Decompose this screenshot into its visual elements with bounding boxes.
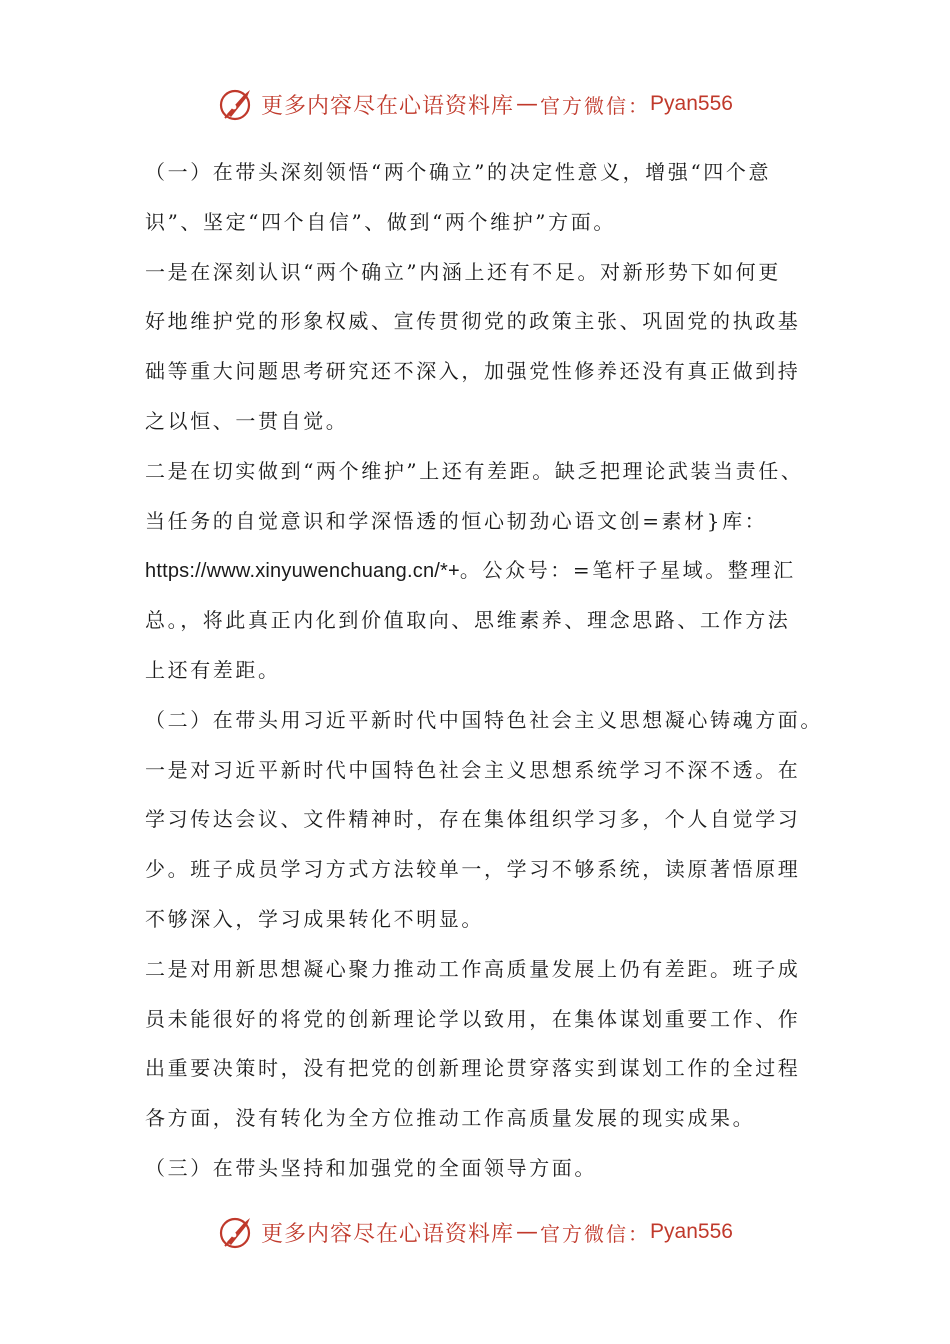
- body-line: 好地维护党的形象权威、宣传贯彻党的政策主张、巩固党的执政基: [145, 309, 801, 334]
- header-official-label: 官方微信：: [540, 93, 651, 118]
- footer-official-label: 官方微信：: [540, 1221, 651, 1246]
- body-line: 二是在切实做到“两个维护”上还有差距。缺乏把理论武装当责任、: [145, 458, 804, 483]
- header-banner: [0, 82, 950, 126]
- pen-nib-logo-icon: [217, 84, 257, 124]
- body-line: 当任务的自觉意识和学深悟透的恒心韧劲心语文创=素材}库：: [145, 508, 768, 533]
- body-line: 出重要决策时，没有把党的创新理论贯穿落实到谋划工作的全过程: [145, 1056, 801, 1081]
- body-line: 二是对用新思想凝心聚力推动工作高质量发展上仍有差距。班子成: [145, 956, 801, 981]
- url-line-rest: 。公众号：=笔杆子星域。整理汇: [459, 558, 796, 583]
- body-line: 上还有差距。: [145, 657, 281, 682]
- body-line: 不够深入，学习成果转化不明显。: [145, 906, 484, 931]
- body-line: 总。，将此真正内化到价值取向、思维素养、理念思路、工作方法: [145, 608, 791, 633]
- body-line-url: [145, 546, 815, 596]
- header-dash: —: [516, 91, 539, 117]
- footer-wechat-id: Pyan556: [650, 1220, 733, 1243]
- header-brand-text: 更多内容尽在心语资料库: [261, 93, 515, 119]
- footer-banner: [0, 1210, 950, 1254]
- body-line: 之以恒、一贯自觉。: [145, 408, 349, 433]
- body-line: 员未能很好的将党的创新理论学以致用，在集体谋划重要工作、作: [145, 1006, 801, 1031]
- body-line: 一是在深刻认识“两个确立”内涵上还有不足。对新形势下如何更: [145, 259, 781, 284]
- body-line: 各方面，没有转化为全方位推动工作高质量发展的现实成果。: [145, 1106, 756, 1131]
- source-url-link[interactable]: https://www.xinyuwenchuang.cn/*+: [145, 560, 460, 583]
- document-body: [145, 148, 823, 1194]
- body-line: 一是对习近平新时代中国特色社会主义思想系统学习不深不透。在: [145, 757, 801, 782]
- footer-brand-text: 更多内容尽在心语资料库: [261, 1221, 515, 1247]
- body-line: 识”、坚定“四个自信”、做到“两个维护”方面。: [145, 209, 616, 234]
- body-line: （一）在带头深刻领悟“两个确立”的决定性意义，增强“四个意: [145, 160, 772, 184]
- body-line: 少。班子成员学习方式方法较单一，学习不够系统，读原著悟原理: [145, 857, 801, 882]
- header-wechat-id: Pyan556: [650, 92, 733, 115]
- body-line: 学习传达会议、文件精神时，存在集体组织学习多，个人自觉学习: [145, 807, 801, 832]
- body-line: （三）在带头坚持和加强党的全面领导方面。: [145, 1155, 597, 1180]
- pen-nib-logo-icon: [217, 1212, 257, 1252]
- footer-dash: —: [516, 1219, 539, 1245]
- body-line: （二）在带头用习近平新时代中国特色社会主义思想凝心铸魂方面。: [145, 707, 823, 732]
- body-line: 础等重大问题思考研究还不深入，加强党性修养还没有真正做到持: [145, 359, 801, 384]
